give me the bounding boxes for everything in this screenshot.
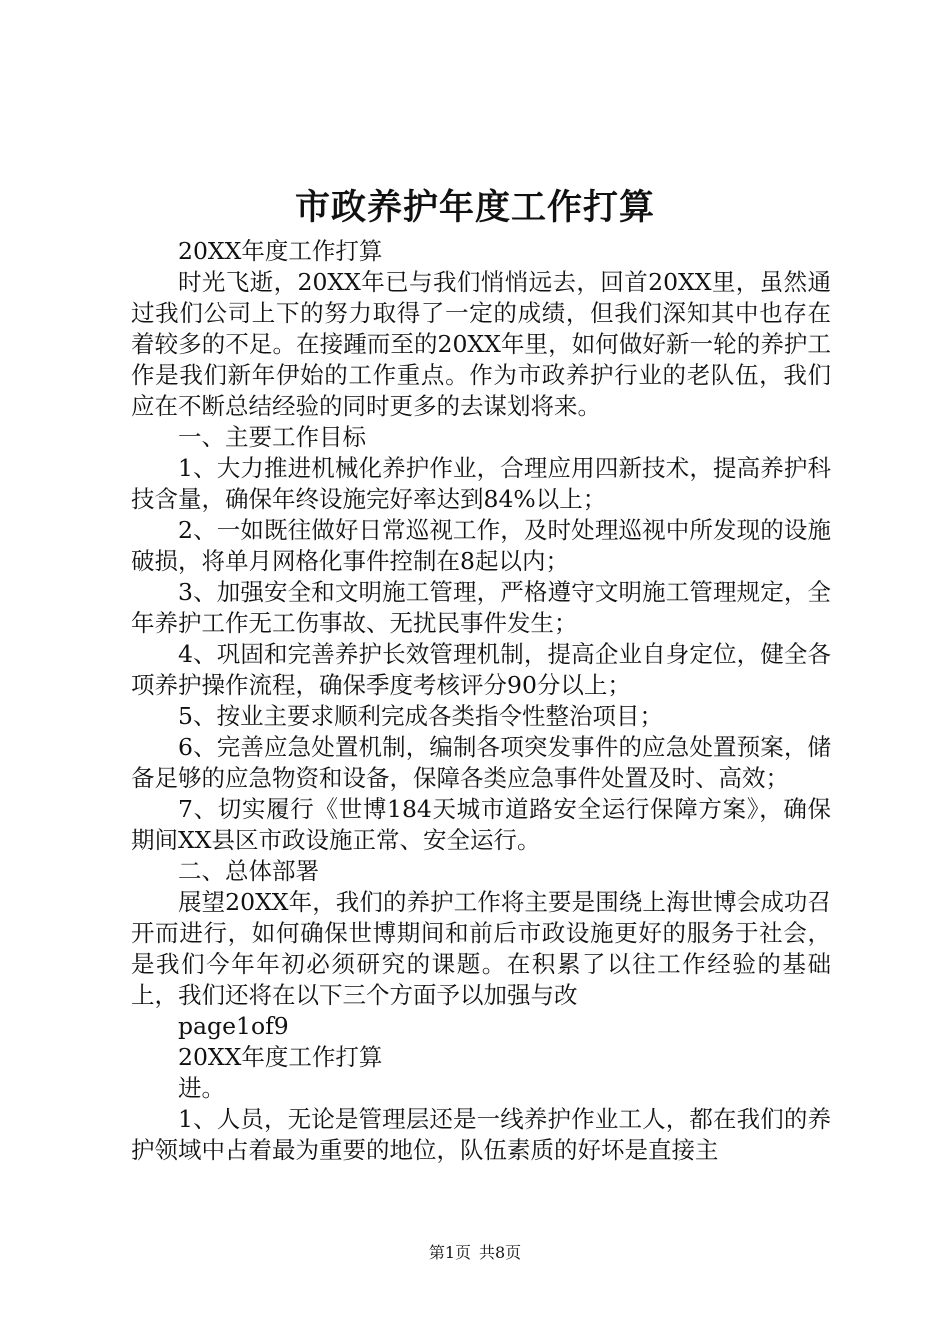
paragraph: 展望20XX年，我们的养护工作将主要是围绕上海世博会成功召开而进行，如何确保世博期间和前后市政设施更好的服务于社会，是我们今年年初必须研究的课题。在积累了以往工作经验的基础上，我们还将在以下三个方面予以加强与改 — [131, 888, 831, 1009]
paragraph: 20XX年度工作打算 — [178, 237, 383, 265]
list-item: 4、巩固和完善养护长效管理机制，提高企业自身定位，健全各项养护操作流程，确保季度考核评分90分以上； — [131, 640, 831, 699]
list-item: 2、一如既往做好日常巡视工作，及时处理巡视中所发现的设施破损，将单月网格化事件控制在8起以内； — [131, 516, 831, 575]
document-title: 市政养护年度工作打算 — [294, 187, 655, 228]
list-item: 6、完善应急处置机制，编制各项突发事件的应急处置预案，储备足够的应急物资和设备，保障各类应急事件处置及时、高效； — [131, 733, 831, 792]
page-total: 共8页 — [479, 1243, 522, 1262]
list-item: 7、切实履行《世博184天城市道路安全运行保障方案》，确保期间XX县区市政设施正常、安全运行。 — [131, 795, 831, 854]
paragraph: 20XX年度工作打算 — [178, 1043, 383, 1071]
list-item: 1、人员，无论是管理层还是一线养护作业工人，都在我们的养护领域中占着最为重要的地位，队伍素质的好坏是直接主 — [131, 1105, 831, 1164]
paragraph: 时光飞逝，20XX年已与我们悄悄远去，回首20XX里，虽然通过我们公司上下的努力取得了一定的成绩，但我们深知其中也存在着较多的不足。在接踵而至的20XX年里，如何做好新一轮的养护工作是我们新年伊始的工作重点。作为市政养护行业的老队伍，我们应在不断总结经验的同时更多的去谋划将来。 — [131, 268, 831, 420]
list-item: 3、加强安全和文明施工管理，严格遵守文明施工管理规定，全年养护工作无工伤事故、无扰民事件发生； — [131, 578, 831, 637]
page-number: 第1页 — [428, 1243, 471, 1262]
paragraph: 进。 — [178, 1074, 225, 1102]
page-footer — [0, 1243, 950, 1263]
page-marker: page1of9 — [178, 1012, 289, 1040]
document-body — [131, 236, 831, 1166]
section-heading: 一、主要工作目标 — [178, 423, 366, 451]
list-item: 5、按业主要求顺利完成各类指令性整治项目； — [178, 702, 663, 730]
section-heading: 二、总体部署 — [178, 857, 319, 885]
list-item: 1、大力推进机械化养护作业，合理应用四新技术，提高养护科技含量，确保年终设施完好率达到84%以上； — [131, 454, 831, 513]
